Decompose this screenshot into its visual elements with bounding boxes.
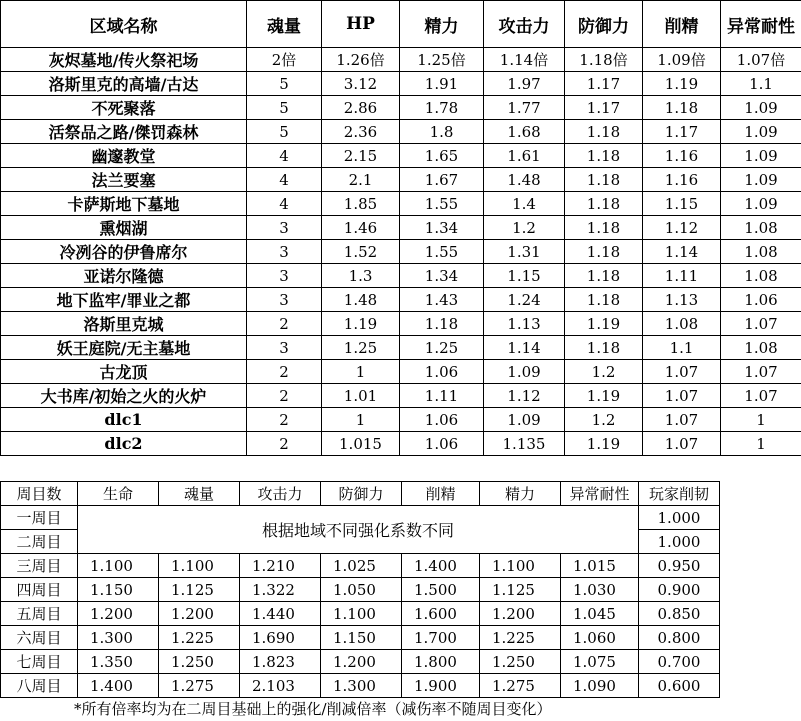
multiplier-cell: 1.11 xyxy=(400,384,484,408)
cycle-label: 六周目 xyxy=(1,626,78,650)
multiplier-cell: 1.300 xyxy=(321,674,402,698)
multiplier-cell: 1.440 xyxy=(240,602,321,626)
multiplier-cell: 4 xyxy=(247,144,322,168)
table-row xyxy=(1,72,801,96)
table-row xyxy=(1,240,801,264)
poise-cell: 1.000 xyxy=(639,530,720,554)
column-header: 周目数 xyxy=(1,482,78,506)
region-name: 活祭品之路/傑罚森林 xyxy=(1,120,247,144)
region-name: 古龙顶 xyxy=(1,360,247,384)
cycle-label: 七周目 xyxy=(1,650,78,674)
multiplier-cell: 1.025 xyxy=(321,554,402,578)
table-row xyxy=(1,312,801,336)
table-row xyxy=(1,650,720,674)
multiplier-cell: 3 xyxy=(247,240,322,264)
multiplier-cell: 2 xyxy=(247,408,322,432)
column-header: 异常耐性 xyxy=(721,1,801,48)
table-row xyxy=(1,626,720,650)
column-header: 防御力 xyxy=(321,482,402,506)
multiplier-cell: 1.09 xyxy=(721,144,801,168)
multiplier-cell: 1.015 xyxy=(322,432,400,456)
table-row xyxy=(1,168,801,192)
multiplier-cell: 1.13 xyxy=(643,288,721,312)
multiplier-cell: 1.2 xyxy=(565,360,643,384)
multiplier-cell: 4 xyxy=(247,192,322,216)
multiplier-cell: 1.19 xyxy=(565,432,643,456)
multiplier-cell: 1.25倍 xyxy=(400,48,484,72)
multiplier-cell: 1.08 xyxy=(721,264,801,288)
multiplier-cell: 1.01 xyxy=(322,384,400,408)
multiplier-cell: 1.55 xyxy=(400,240,484,264)
multiplier-cell: 5 xyxy=(247,72,322,96)
multiplier-cell: 1.250 xyxy=(159,650,240,674)
region-name: 熏烟湖 xyxy=(1,216,247,240)
multiplier-cell: 1.200 xyxy=(321,650,402,674)
multiplier-cell: 1.700 xyxy=(402,626,480,650)
multiplier-cell: 1.31 xyxy=(484,240,565,264)
multiplier-cell: 1.61 xyxy=(484,144,565,168)
multiplier-cell: 1.125 xyxy=(480,578,561,602)
region-name: 地下监牢/罪业之都 xyxy=(1,288,247,312)
multiplier-cell: 1.1 xyxy=(643,336,721,360)
multiplier-cell: 1.07 xyxy=(643,408,721,432)
multiplier-cell: 2倍 xyxy=(247,48,322,72)
multiplier-cell: 1.06 xyxy=(400,408,484,432)
column-header: 魂量 xyxy=(159,482,240,506)
multiplier-cell: 1.200 xyxy=(159,602,240,626)
multiplier-cell: 3 xyxy=(247,264,322,288)
multiplier-cell: 1.18 xyxy=(565,144,643,168)
multiplier-cell: 1.09 xyxy=(721,120,801,144)
multiplier-cell: 1.08 xyxy=(721,216,801,240)
column-header: 攻击力 xyxy=(484,1,565,48)
column-header: 玩家削韧 xyxy=(639,482,720,506)
multiplier-cell: 1.25 xyxy=(400,336,484,360)
multiplier-cell: 1.100 xyxy=(159,554,240,578)
table-row xyxy=(1,602,720,626)
table-row xyxy=(1,554,720,578)
multiplier-cell: 1.34 xyxy=(400,216,484,240)
multiplier-cell: 1.17 xyxy=(565,72,643,96)
region-name: 冷冽谷的伊鲁席尔 xyxy=(1,240,247,264)
multiplier-cell: 1.150 xyxy=(78,578,159,602)
multiplier-cell: 2.15 xyxy=(322,144,400,168)
multiplier-cell: 1.09倍 xyxy=(643,48,721,72)
multiplier-cell: 1.900 xyxy=(402,674,480,698)
table-row xyxy=(1,432,801,456)
multiplier-cell: 1.07 xyxy=(721,312,801,336)
cycle-label: 二周目 xyxy=(1,530,78,554)
multiplier-cell: 1.2 xyxy=(484,216,565,240)
cycle-label: 四周目 xyxy=(1,578,78,602)
multiplier-cell: 1.06 xyxy=(721,288,801,312)
multiplier-cell: 1.500 xyxy=(402,578,480,602)
table-row xyxy=(1,192,801,216)
multiplier-cell: 1.19 xyxy=(565,384,643,408)
multiplier-cell: 1.19 xyxy=(322,312,400,336)
multiplier-cell: 1.8 xyxy=(400,120,484,144)
multiplier-cell: 1.09 xyxy=(721,168,801,192)
multiplier-cell: 1.08 xyxy=(721,240,801,264)
multiplier-cell: 1.07 xyxy=(721,384,801,408)
multiplier-cell: 1.24 xyxy=(484,288,565,312)
multiplier-cell: 1.08 xyxy=(643,312,721,336)
multiplier-cell: 1.19 xyxy=(643,72,721,96)
multiplier-cell: 1.690 xyxy=(240,626,321,650)
multiplier-cell: 1.150 xyxy=(321,626,402,650)
multiplier-cell: 1.77 xyxy=(484,96,565,120)
multiplier-cell: 1.09 xyxy=(484,408,565,432)
multiplier-cell: 0.900 xyxy=(639,578,720,602)
region-name: 不死聚落 xyxy=(1,96,247,120)
region-name: dlc1 xyxy=(1,408,247,432)
multiplier-cell: 1.26倍 xyxy=(322,48,400,72)
multiplier-cell: 1.210 xyxy=(240,554,321,578)
multiplier-cell: 1.100 xyxy=(78,554,159,578)
multiplier-cell: 1.17 xyxy=(643,120,721,144)
multiplier-cell: 1.18 xyxy=(565,192,643,216)
cycle-label: 一周目 xyxy=(1,506,78,530)
multiplier-cell: 1 xyxy=(721,432,801,456)
multiplier-cell: 1.46 xyxy=(322,216,400,240)
multiplier-cell: 3.12 xyxy=(322,72,400,96)
multiplier-cell: 1.060 xyxy=(561,626,639,650)
column-header: 魂量 xyxy=(247,1,322,48)
table-row xyxy=(1,360,801,384)
multiplier-cell: 0.850 xyxy=(639,602,720,626)
column-header: 攻击力 xyxy=(240,482,321,506)
multiplier-cell: 1 xyxy=(721,408,801,432)
multiplier-cell: 1.12 xyxy=(643,216,721,240)
multiplier-cell: 1.18 xyxy=(565,336,643,360)
multiplier-cell: 1.52 xyxy=(322,240,400,264)
multiplier-cell: 1.18 xyxy=(565,120,643,144)
region-name: 幽邃教堂 xyxy=(1,144,247,168)
footnote: *所有倍率均为在二周目基础上的强化/削减倍率（减伤率不随周目变化） xyxy=(74,700,552,718)
region-name: 妖王庭院/无主墓地 xyxy=(1,336,247,360)
multiplier-cell: 1.18 xyxy=(643,96,721,120)
multiplier-cell: 1.14倍 xyxy=(484,48,565,72)
multiplier-cell: 1.275 xyxy=(480,674,561,698)
table-row xyxy=(1,506,720,530)
merged-note: 根据地域不同强化系数不同 xyxy=(78,506,639,554)
multiplier-cell: 1.15 xyxy=(484,264,565,288)
multiplier-cell: 1.350 xyxy=(78,650,159,674)
multiplier-cell: 1.09 xyxy=(721,192,801,216)
multiplier-cell: 0.800 xyxy=(639,626,720,650)
table-row xyxy=(1,264,801,288)
region-name: 法兰要塞 xyxy=(1,168,247,192)
multiplier-cell: 1.225 xyxy=(159,626,240,650)
multiplier-cell: 3 xyxy=(247,216,322,240)
multiplier-cell: 1.07倍 xyxy=(721,48,801,72)
cycle-label: 三周目 xyxy=(1,554,78,578)
multiplier-cell: 1.16 xyxy=(643,168,721,192)
region-name: 亚诺尔隆德 xyxy=(1,264,247,288)
multiplier-cell: 1.18 xyxy=(400,312,484,336)
multiplier-cell: 3 xyxy=(247,288,322,312)
multiplier-cell: 1.322 xyxy=(240,578,321,602)
multiplier-cell: 1.07 xyxy=(643,384,721,408)
region-name: dlc2 xyxy=(1,432,247,456)
multiplier-cell: 1.800 xyxy=(402,650,480,674)
multiplier-cell: 1.050 xyxy=(321,578,402,602)
column-header: 防御力 xyxy=(565,1,643,48)
multiplier-cell: 5 xyxy=(247,96,322,120)
multiplier-cell: 1.13 xyxy=(484,312,565,336)
multiplier-cell: 1.090 xyxy=(561,674,639,698)
table-row xyxy=(1,216,801,240)
multiplier-cell: 1.18 xyxy=(565,240,643,264)
multiplier-cell: 1.250 xyxy=(480,650,561,674)
multiplier-cell: 1.225 xyxy=(480,626,561,650)
multiplier-cell: 1 xyxy=(322,408,400,432)
multiplier-cell: 1.67 xyxy=(400,168,484,192)
multiplier-cell: 1.600 xyxy=(402,602,480,626)
multiplier-cell: 1.09 xyxy=(484,360,565,384)
multiplier-cell: 2.103 xyxy=(240,674,321,698)
region-name: 卡萨斯地下墓地 xyxy=(1,192,247,216)
table-row xyxy=(1,96,801,120)
multiplier-cell: 1.08 xyxy=(721,336,801,360)
multiplier-cell: 1.4 xyxy=(484,192,565,216)
multiplier-cell: 5 xyxy=(247,120,322,144)
table-row xyxy=(1,674,720,698)
column-header: 精力 xyxy=(400,1,484,48)
multiplier-cell: 1.3 xyxy=(322,264,400,288)
multiplier-cell: 1.14 xyxy=(484,336,565,360)
column-header: 异常耐性 xyxy=(561,482,639,506)
multiplier-cell: 1.823 xyxy=(240,650,321,674)
multiplier-cell: 1.030 xyxy=(561,578,639,602)
multiplier-cell: 1.25 xyxy=(322,336,400,360)
multiplier-cell: 1.07 xyxy=(721,360,801,384)
region-name: 洛斯里克的高墙/古达 xyxy=(1,72,247,96)
region-name: 洛斯里克城 xyxy=(1,312,247,336)
multiplier-cell: 1.16 xyxy=(643,144,721,168)
multiplier-cell: 1.045 xyxy=(561,602,639,626)
column-header: 精力 xyxy=(480,482,561,506)
multiplier-cell: 1.06 xyxy=(400,360,484,384)
multiplier-cell: 1.200 xyxy=(78,602,159,626)
multiplier-cell: 1.11 xyxy=(643,264,721,288)
multiplier-cell: 1.2 xyxy=(565,408,643,432)
multiplier-cell: 1.15 xyxy=(643,192,721,216)
multiplier-cell: 1.55 xyxy=(400,192,484,216)
multiplier-cell: 2 xyxy=(247,312,322,336)
multiplier-cell: 0.600 xyxy=(639,674,720,698)
multiplier-cell: 1.48 xyxy=(484,168,565,192)
ng-table-header xyxy=(1,482,720,506)
region-table-header xyxy=(1,1,801,48)
multiplier-cell: 1.18 xyxy=(565,264,643,288)
multiplier-cell: 1.06 xyxy=(400,432,484,456)
multiplier-cell: 1.18 xyxy=(565,216,643,240)
region-name: 灰烬墓地/传火祭祀场 xyxy=(1,48,247,72)
multiplier-cell: 3 xyxy=(247,336,322,360)
multiplier-cell: 1.075 xyxy=(561,650,639,674)
column-header: 削精 xyxy=(643,1,721,48)
multiplier-cell: 1.97 xyxy=(484,72,565,96)
multiplier-cell: 1.43 xyxy=(400,288,484,312)
multiplier-cell: 1.65 xyxy=(400,144,484,168)
multiplier-cell: 1.015 xyxy=(561,554,639,578)
multiplier-cell: 1.400 xyxy=(78,674,159,698)
column-header: 削精 xyxy=(402,482,480,506)
cycle-label: 五周目 xyxy=(1,602,78,626)
table-row xyxy=(1,288,801,312)
multiplier-cell: 1.200 xyxy=(480,602,561,626)
multiplier-cell: 4 xyxy=(247,168,322,192)
multiplier-cell: 1.400 xyxy=(402,554,480,578)
multiplier-cell: 1.78 xyxy=(400,96,484,120)
table-row xyxy=(1,408,801,432)
multiplier-cell: 1.12 xyxy=(484,384,565,408)
new-game-plus-table xyxy=(0,481,720,698)
multiplier-cell: 1.68 xyxy=(484,120,565,144)
multiplier-cell: 1.85 xyxy=(322,192,400,216)
multiplier-cell: 2 xyxy=(247,432,322,456)
table-row xyxy=(1,578,720,602)
poise-cell: 1.000 xyxy=(639,506,720,530)
column-header: 生命 xyxy=(78,482,159,506)
multiplier-cell: 1.48 xyxy=(322,288,400,312)
multiplier-cell: 2.86 xyxy=(322,96,400,120)
multiplier-cell: 1.91 xyxy=(400,72,484,96)
table-row xyxy=(1,384,801,408)
multiplier-cell: 1.18倍 xyxy=(565,48,643,72)
table-row xyxy=(1,120,801,144)
cycle-label: 八周目 xyxy=(1,674,78,698)
multiplier-cell: 1.09 xyxy=(721,96,801,120)
multiplier-cell: 1.07 xyxy=(643,432,721,456)
column-header: 区域名称 xyxy=(1,1,247,48)
table-row xyxy=(1,48,801,72)
multiplier-cell: 1.07 xyxy=(643,360,721,384)
multiplier-cell: 1 xyxy=(322,360,400,384)
multiplier-cell: 1.18 xyxy=(565,288,643,312)
multiplier-cell: 0.700 xyxy=(639,650,720,674)
multiplier-cell: 1.18 xyxy=(565,168,643,192)
column-header: HP xyxy=(322,1,400,48)
multiplier-cell: 1.34 xyxy=(400,264,484,288)
multiplier-cell: 2.1 xyxy=(322,168,400,192)
multiplier-cell: 1.1 xyxy=(721,72,801,96)
multiplier-cell: 1.19 xyxy=(565,312,643,336)
multiplier-cell: 1.17 xyxy=(565,96,643,120)
region-name: 大书库/初始之火的火炉 xyxy=(1,384,247,408)
multiplier-cell: 1.300 xyxy=(78,626,159,650)
table-row xyxy=(1,336,801,360)
multiplier-cell: 1.14 xyxy=(643,240,721,264)
multiplier-cell: 2 xyxy=(247,384,322,408)
table-row xyxy=(1,144,801,168)
multiplier-cell: 1.100 xyxy=(480,554,561,578)
multiplier-cell: 1.135 xyxy=(484,432,565,456)
multiplier-cell: 2.36 xyxy=(322,120,400,144)
multiplier-cell: 1.275 xyxy=(159,674,240,698)
multiplier-cell: 0.950 xyxy=(639,554,720,578)
multiplier-cell: 2 xyxy=(247,360,322,384)
multiplier-cell: 1.100 xyxy=(321,602,402,626)
multiplier-cell: 1.125 xyxy=(159,578,240,602)
